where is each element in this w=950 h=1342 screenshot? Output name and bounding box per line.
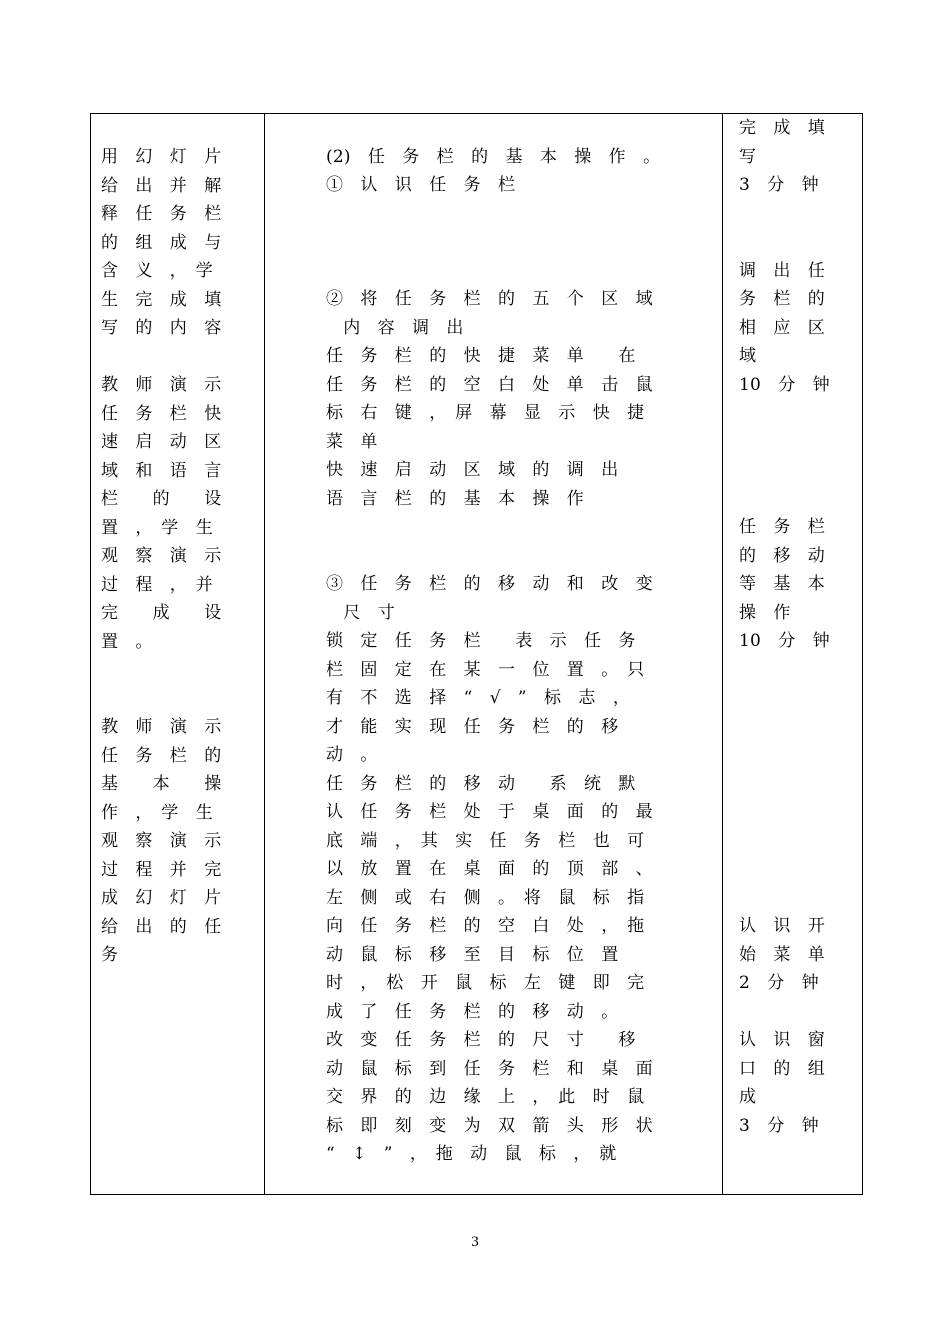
text-line: 动 鼠 标 到 任 务 栏 和 桌 面 [326, 1058, 653, 1079]
text-line: 交 界 的 边 缘 上 ， 此 时 鼠 [326, 1087, 645, 1107]
text-line: 始 菜 单 [739, 944, 825, 965]
text-line: 速 启 动 区 [101, 432, 222, 452]
column-divider [264, 114, 265, 1194]
text-line: 认 识 开 [739, 916, 825, 936]
text-line: 的 组 成 与 [101, 232, 222, 253]
text-line: 过 程 并 完 [101, 859, 222, 880]
text-line: 基 本 操 [101, 774, 222, 794]
text-line: 栏 固 定 在 某 一 位 置 。 只 [326, 659, 645, 680]
text-line: 含 义 ， 学 [101, 261, 213, 281]
text-line: 的 移 动 [739, 545, 825, 566]
text-line: 观 察 演 示 [101, 831, 222, 851]
text-line: 任 务 栏 [739, 517, 825, 537]
text-line: 成 了 任 务 栏 的 移 动 。 [326, 1001, 619, 1022]
text-line: 任 务 栏 的 空 白 处 单 击 鼠 [326, 374, 653, 395]
text-line: ② 将 任 务 栏 的 五 个 区 域 [326, 289, 653, 309]
text-line: 口 的 组 [739, 1058, 825, 1079]
text-line: 认 任 务 栏 处 于 桌 面 的 最 [326, 802, 653, 822]
text-line: 3 分 钟 [739, 1115, 819, 1136]
text-line: 任 务 栏 的 移 动 系 统 默 [326, 773, 636, 794]
text-line: 教 师 演 示 [101, 717, 222, 737]
text-line: 释 任 务 栏 [101, 204, 222, 224]
lesson-plan-table [90, 113, 863, 1195]
text-line: ① 认 识 任 务 栏 [326, 175, 516, 195]
text-line: 成 [739, 1087, 757, 1107]
text-line: 观 察 演 示 [101, 546, 222, 566]
page-number: 3 [471, 1234, 479, 1250]
text-line: 底 端 ， 其 实 任 务 栏 也 可 [326, 830, 645, 851]
text-line: 左 侧 或 右 侧 。 将 鼠 标 指 [326, 887, 645, 908]
text-line: 成 幻 灯 片 [101, 888, 222, 908]
text-line: 务 栏 的 [739, 289, 825, 309]
text-line: 2 分 钟 [739, 973, 819, 993]
text-line: 给 出 的 任 [101, 916, 222, 937]
text-line: 才 能 实 现 任 务 栏 的 移 [326, 716, 619, 737]
text-line: 调 出 任 [739, 260, 825, 281]
text-line: 教 师 演 示 [101, 375, 222, 395]
text-line: 向 任 务 栏 的 空 白 处 ， 拖 [326, 916, 645, 936]
text-line: 操 作 [739, 602, 791, 623]
text-line: 时 ， 松 开 鼠 标 左 键 即 完 [326, 973, 645, 993]
text-line: 给 出 并 解 [101, 175, 222, 196]
text-line: 相 应 区 [739, 317, 825, 338]
text-line: 过 程 ， 并 [101, 574, 213, 595]
text-line: 语 言 栏 的 基 本 操 作 [326, 488, 584, 509]
text-line: 尺 寸 [326, 602, 395, 623]
text-line: 生 完 成 填 [101, 289, 222, 310]
text-line: 10 分 钟 [739, 374, 830, 395]
column-divider [722, 114, 723, 1194]
text-line: 动 鼠 标 移 至 目 标 位 置 [326, 944, 619, 965]
text-line: 3 分 钟 [739, 175, 819, 195]
text-line: 标 右 键 ， 屏 幕 显 示 快 捷 [326, 403, 645, 423]
text-line: (2) 任 务 栏 的 基 本 操 作 。 [326, 146, 661, 167]
text-line: 任 务 栏 快 [101, 403, 222, 424]
text-line: 锁 定 任 务 栏 表 示 任 务 [326, 631, 636, 651]
text-line: 菜 单 [326, 431, 378, 452]
text-line: 完 成 设 [101, 603, 222, 623]
text-line: 等 基 本 [739, 574, 825, 594]
text-line: 栏 的 设 [101, 489, 222, 509]
text-line: 域 [739, 346, 757, 366]
text-line: 用 幻 灯 片 [101, 147, 222, 167]
text-line: 有 不 选 择 “ √ ” 标 志 ， [326, 688, 631, 708]
text-line: 置 ， 学 生 [101, 517, 213, 538]
text-line: 任 务 栏 的 [101, 745, 222, 766]
text-line: 内 容 调 出 [326, 317, 464, 338]
text-line: 快 速 启 动 区 域 的 调 出 [326, 460, 619, 480]
text-line: 写 [739, 146, 757, 167]
text-line: 动 。 [326, 745, 378, 765]
text-line: 作 ， 学 生 [101, 802, 213, 823]
text-line: 10 分 钟 [739, 631, 830, 651]
text-line: 任 务 栏 的 快 捷 菜 单 在 [326, 346, 636, 366]
text-line: ③ 任 务 栏 的 移 动 和 改 变 [326, 574, 653, 594]
text-line: 完 成 填 [739, 118, 825, 138]
text-line: 写 的 内 容 [101, 318, 222, 338]
text-line: 标 即 刻 变 为 双 箭 头 形 状 [326, 1115, 653, 1136]
text-line: 认 识 窗 [739, 1030, 825, 1050]
text-line: 域 和 语 言 [101, 460, 222, 481]
text-line: “ ↕ ” ， 拖 动 鼠 标 ， 就 [326, 1144, 617, 1164]
text-line: 改 变 任 务 栏 的 尺 寸 移 [326, 1030, 636, 1050]
text-line: 务 [101, 945, 119, 965]
text-line: 以 放 置 在 桌 面 的 顶 部 、 [326, 859, 653, 879]
text-line: 置 。 [101, 631, 153, 652]
